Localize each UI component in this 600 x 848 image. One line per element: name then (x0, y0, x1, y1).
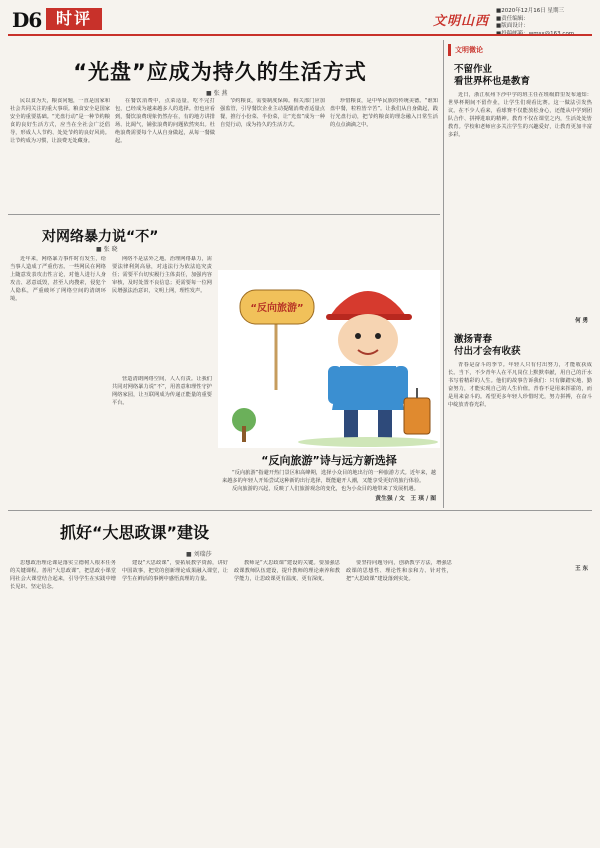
sidebar-item2-body: 青春是奋斗的季节。年轻人只有付出努力，才能收获成长。当下，不少青年人在平凡岗位上默默奉献，用自己的汗水书写着精彩的人生。他们的故事告诉我们：只有脚踏实地、勤奋努力，才能实现自己的人生价值。青春不是用来挥霍的，而是用来奋斗的。希望更多年轻人珍惜时光，努力拼搏，在奋斗中绽放青春光彩。 (448, 362, 592, 408)
article3-col3: 教师是“大思政课”建设的关键。要加强思政课教师队伍建设，提升教师的理论素养和教学能力，让思政课更有温度、更有深度。 (234, 560, 340, 582)
issue-date: ■2020年12月16日 星期三 (496, 8, 564, 14)
page-number: D6 (12, 8, 42, 32)
article2-col1: 近年来，网络暴力事件时有发生，给当事人造成了严重伤害。一些网民在网络上随意发表攻击性言论，对他人进行人身攻击、恶意诋毁，甚至人肉搜索，侵犯个人隐私，严重破坏了网络空间的清朗环境。 (10, 256, 106, 302)
sidebar-item1-body: 近日，浙江杭州下沙中学的班主任在班级群里发布通知：世界杯期间不留作业，让学生们观看比赛。这一做法引发热议。在不少人看来，看球赛不仅能放松身心，还能从中学到团队合作、拼搏进取的精神。教育不仅在课堂之内，生活处处皆教育。学校和老师应多关注学生的兴趣爱好，让教育更加丰富多彩。 (448, 92, 592, 138)
article2-col2: 网络不是法外之地。治理网络暴力，需要法律利剑高悬，对违法行为依法追究责任；需要平台切实履行主体责任，加强内容审核，及时处置不良信息；更需要每一位网民增强法治意识，文明上网，理性发声。 (112, 256, 212, 294)
editor-line: ■责任编辑： (496, 15, 529, 22)
design-line: ■版面设计： (496, 23, 529, 29)
article2-headline: 对网络暴力说“不” (42, 229, 159, 245)
article3-col2: 建设“大思政课”，要拓展教学资源，讲好中国故事，把党的创新理论成果融入课堂，让学生在鲜活的事例中感悟真理的力量。 (122, 560, 228, 582)
cartoon-title: “反向旅游”诗与远方新选择 (261, 454, 397, 467)
article2-col3: 营造清朗网络空间，人人有责。让我们共同对网络暴力说“不”，用善意和理性守护网络家园，让互联网成为传递正能量的重要平台。 (112, 376, 212, 406)
header-rule (8, 34, 592, 36)
article1-byline: ■ 张 燕 (206, 90, 228, 97)
article1-col2: 在餐饮消费中，点菜适量，吃不完打包，已经成为越来越多人的选择。但也应看到，餐饮浪费现象仍然存在，有的地方讲排场、比阔气，铺张浪费的问题依然突出。杜绝浪费需要每个人从自身做起，从每一餐做起。 (115, 98, 215, 144)
sidebar-item2-signature: 王 东 (575, 566, 588, 572)
page-header (8, 6, 592, 36)
paper-logo: 文明山西 (433, 14, 490, 29)
article3-col1: 思想政治理论课是落实立德树人根本任务的关键课程。善用“大思政课”，把思政小课堂同社会大课堂结合起来，引导学生在实践中增长见识、坚定信念。 (10, 560, 116, 590)
divider (8, 214, 440, 215)
article3-headline: 抓好“大思政课”建设 (60, 523, 210, 542)
sidebar-title: 文明微论 (448, 44, 592, 56)
traveler-illustration (218, 270, 440, 448)
sidebar-item1-title: 不留作业 看世界杯也是教育 (454, 64, 531, 87)
sidebar-item1-signature: 何 勇 (575, 318, 588, 324)
article3-col4: 要坚持问题导向，创新教学方法，增强思政课的思想性、理论性和亲和力、针对性，把“大思政课”建设落到实处。 (346, 560, 452, 582)
article1-headline: “光盘”应成为持久的生活方式 (73, 60, 367, 84)
article1-col1: 民以食为天，粮食问题，一直是国家和社会共同关注的重大事项。粮食安全是国家安全的重要基础。“光盘行动”是一种节约粮食的良好生活方式，应当在全社会广泛倡导，形成人人节约、处处节约的良好风尚。让节约成为习惯，让浪费无处藏身。 (10, 98, 110, 144)
article1-col3: 节约粮食，需要制度保障。相关部门应加强监管，引导餐饮企业主动提醒消费者适量点餐，推行小份菜、半份菜，让“光盘”成为一种自觉行动，成为持久的生活方式。 (220, 98, 325, 128)
sidebar (448, 44, 592, 594)
cartoon-signature: 黄生强 / 文 王 琪 / 图 (375, 495, 436, 502)
article2-byline: ■ 张 晓 (96, 246, 118, 253)
article1-col4: 珍惜粮食，是中华民族的传统美德。“谁知盘中餐，粒粒皆辛苦”。让我们从自身做起，践行光盘行动，把节约粮食的理念融入日常生活的点点滴滴之中。 (330, 98, 438, 128)
section-label: 时评 (46, 8, 102, 30)
sign-text: “反向旅游” (250, 303, 304, 314)
cartoon-caption: “反向旅游”指避开热门景区和高峰期，选择小众目的地出行的一种旅游方式。近年来，越来越多的年轻人开始尝试这种新的出行选择，既能避开人潮，又能享受更好的旅行体验。 反向旅游的兴起，反映了人们旅游观念的变化，也为小众目的地带来了发展机遇。 黄生强 / 文 王 琪 / 图 (222, 470, 436, 502)
article3-byline: ■ 刘瑞莎 (186, 551, 212, 558)
cartoon-illustration (218, 270, 440, 448)
sidebar-item2-title: 激扬青春 付出才会有收获 (454, 334, 521, 357)
sidebar-divider (443, 40, 444, 508)
